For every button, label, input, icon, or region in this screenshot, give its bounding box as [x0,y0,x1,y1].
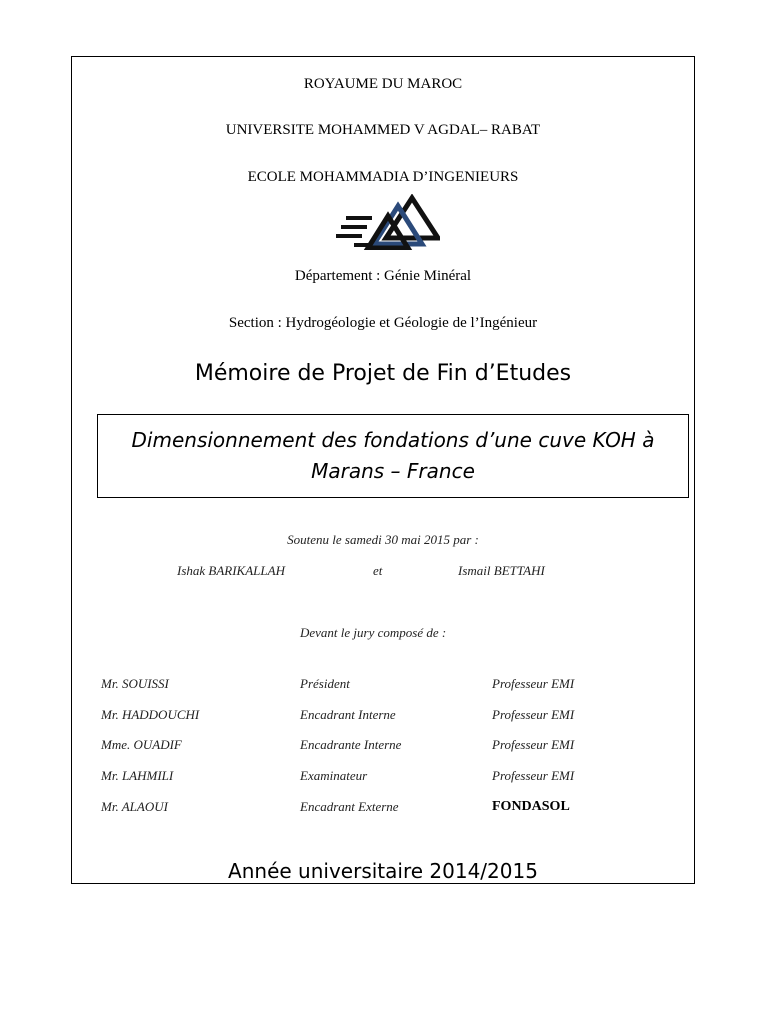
project-title-box [97,414,689,498]
jury-member-name: Mr. LAHMILI [101,768,174,783]
jury-member-affiliation: FONDASOL [492,799,570,814]
header-university: UNIVERSITE MOHAMMED V AGDAL– RABAT [225,122,541,138]
jury-member-name: Mr. HADDOUCHI [101,707,200,722]
jury-intro: Devant le jury composé de : [300,625,447,640]
jury-member-role: Président [300,676,350,691]
section-label: Section : Hydrogéologie et Géologie de l’Ingénieur [228,315,538,331]
author-2: Ismail BETTAHI [458,563,545,578]
jury-member-affiliation: Professeur EMI [492,768,575,783]
defense-intro: Soutenu le samedi 30 mai 2015 par : [287,532,479,547]
project-title: Dimensionnement des fondations d’une cuve KOH à Marans – France [131,428,655,483]
department-label: Département : Génie Minéral [294,268,472,284]
jury-member-role: Encadrante Interne [300,737,402,752]
jury-member-affiliation: Professeur EMI [492,676,575,691]
header-kingdom: ROYAUME DU MAROC [303,76,463,92]
author-conjunction: et [373,563,383,578]
emi-logo-icon [336,194,440,250]
header-school: ECOLE MOHAMMADIA D’INGENIEURS [247,169,519,185]
jury-member-name: Mr. ALAOUI [101,799,168,814]
jury-member-role: Encadrant Interne [300,707,396,722]
jury-member-name: Mr. SOUISSI [101,676,169,691]
author-1: Ishak BARIKALLAH [177,563,285,578]
jury-member-role: Examinateur [300,768,368,783]
jury-member-role: Encadrant Externe [300,799,399,814]
academic-year: Année universitaire 2014/2015 [228,859,538,883]
jury-member-affiliation: Professeur EMI [492,737,575,752]
jury-member-name: Mme. OUADIF [101,737,182,752]
jury-member-affiliation: Professeur EMI [492,707,575,722]
memoire-title: Mémoire de Projet de Fin d’Etudes [194,361,572,386]
